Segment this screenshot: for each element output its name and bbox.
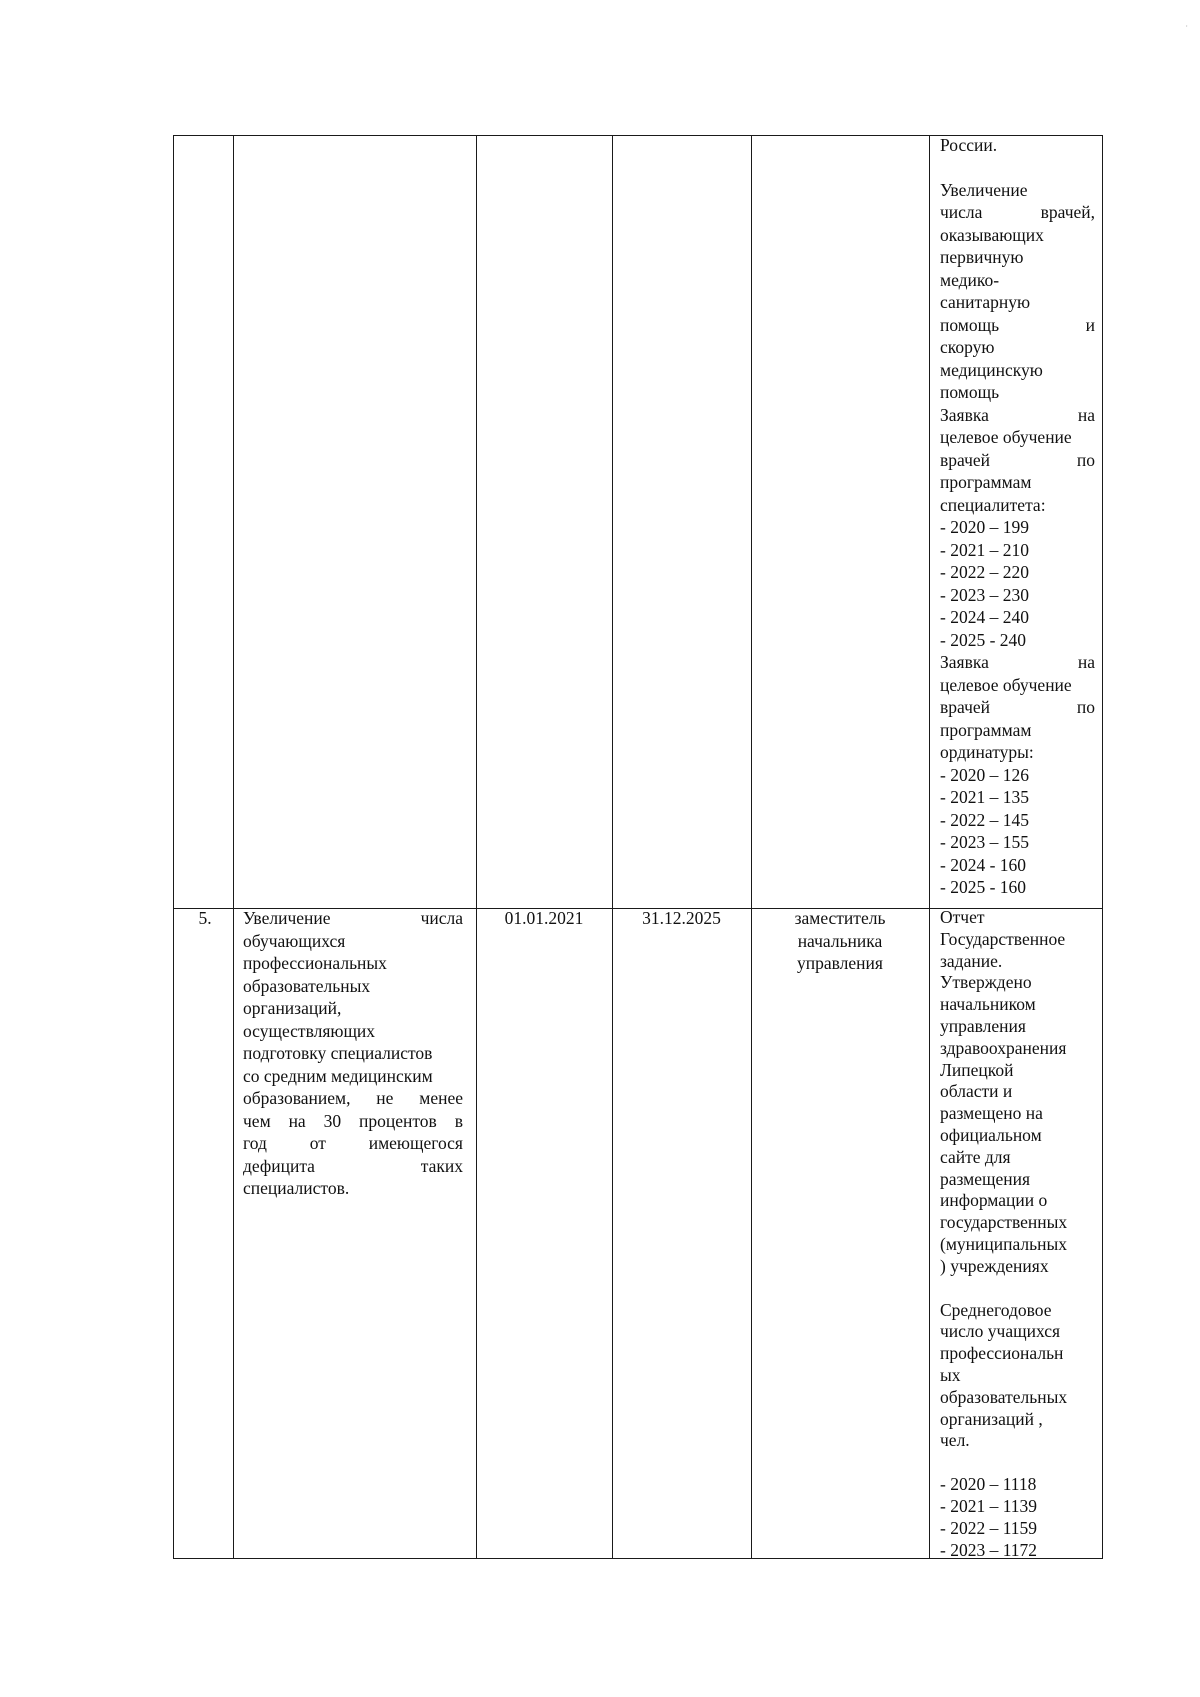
text-line: Отчет	[940, 907, 985, 927]
text-line: профессиональных	[243, 953, 387, 973]
blank-line	[940, 157, 1095, 179]
text-line: специалитета:	[940, 494, 1046, 515]
text-line: - 2022 – 145	[940, 809, 1029, 830]
text-line: - 2020 – 126	[940, 764, 1029, 785]
row5-name-cell	[243, 907, 463, 1200]
text-line: врачей по	[940, 449, 1095, 470]
text-line: врачей по	[940, 697, 1095, 717]
text-line: России.	[940, 135, 998, 155]
text-line: число учащихся	[940, 1321, 1061, 1342]
text-line: государственных	[940, 1212, 1068, 1233]
blank-line	[940, 1452, 1095, 1474]
text-line: начальником	[940, 994, 1036, 1015]
row5-responsible-cell	[753, 907, 927, 975]
text-line: - 2020 – 199	[940, 517, 1029, 537]
text-line: образовательных	[940, 1386, 1068, 1407]
text-line: профессиональн	[940, 1343, 1064, 1364]
text-line: - 2023 – 1172	[940, 1539, 1038, 1560]
text-line: санитарную	[940, 292, 1031, 312]
text-line: организаций,	[243, 998, 342, 1018]
text-line: - 2024 - 160	[940, 854, 1027, 875]
text-line: Среднегодовое	[940, 1299, 1052, 1320]
text-line: первичную	[940, 247, 1024, 267]
text-line: помощь	[940, 382, 1000, 402]
text-line: Заявка на	[940, 404, 1095, 425]
text-line: оказывающих	[940, 224, 1044, 245]
row5-result-cell	[940, 907, 1095, 1561]
row5-number: 5.	[198, 908, 212, 928]
text-line: Увеличение числа	[243, 908, 463, 928]
text-line: управления	[940, 1015, 1026, 1036]
text-line: размещения	[940, 1168, 1031, 1189]
text-line: целевое обучение	[940, 427, 1072, 447]
text-line: области и	[940, 1081, 1013, 1102]
column-divider-3	[612, 135, 613, 1559]
text-line: - 2024 – 240	[940, 607, 1029, 627]
text-line: - 2023 – 155	[940, 832, 1029, 852]
text-line: осуществляющих	[243, 1020, 376, 1041]
text-line: медико-	[940, 269, 1000, 290]
text-line: заместитель	[794, 908, 886, 928]
text-line: - 2021 – 210	[940, 539, 1029, 560]
text-line: образованием, не менее	[243, 1088, 463, 1108]
column-divider-1	[233, 135, 234, 1559]
text-line: программам	[940, 472, 1032, 492]
text-line: - 2025 - 160	[940, 877, 1027, 897]
text-line: - 2022 – 1159	[940, 1517, 1038, 1538]
text-line: управления	[797, 953, 883, 973]
text-line: обучающихся	[243, 930, 346, 951]
text-line: ординатуры:	[940, 742, 1034, 762]
text-line: скорую	[940, 337, 995, 357]
text-line: (муниципальных	[940, 1233, 1067, 1254]
text-line: Липецкой	[940, 1059, 1014, 1080]
text-line: организаций ,	[940, 1408, 1043, 1429]
column-divider-4	[751, 135, 752, 1559]
text-line: чем на 30 процентов в	[243, 1110, 463, 1131]
row5-start-date: 01.01.2021	[504, 908, 584, 928]
text-line: год от имеющегося	[243, 1133, 463, 1153]
text-line: сайте для	[940, 1146, 1011, 1167]
text-line: числа врачей,	[940, 202, 1095, 222]
text-line: Государственное	[940, 928, 1066, 949]
text-line: программам	[940, 719, 1032, 740]
text-line: - 2020 – 1118	[940, 1474, 1037, 1495]
text-line: чел.	[940, 1430, 970, 1451]
text-line: начальника	[797, 930, 883, 951]
text-line: Утверждено	[940, 972, 1032, 993]
text-line: специалистов.	[243, 1178, 350, 1198]
text-line: со средним медицинским	[243, 1065, 433, 1086]
text-line: медицинскую	[940, 359, 1043, 380]
text-line: ых	[940, 1364, 961, 1385]
text-line: - 2021 – 135	[940, 787, 1029, 807]
text-line: образовательных	[243, 975, 371, 996]
text-line: дефицита таких	[243, 1155, 463, 1176]
text-line: Заявка на	[940, 652, 1095, 672]
text-line: размещено на	[940, 1103, 1043, 1124]
text-line: ) учреждениях	[940, 1255, 1049, 1276]
text-line: - 2022 – 220	[940, 562, 1029, 582]
text-line: Увеличение	[940, 179, 1028, 200]
row5-end-date: 31.12.2025	[642, 908, 721, 928]
text-line: - 2021 – 1139	[940, 1495, 1038, 1516]
column-divider-2	[476, 135, 477, 1559]
text-line: целевое обучение	[940, 674, 1072, 695]
text-line: здравоохранения	[940, 1037, 1067, 1058]
page-corner-mark: ·	[1185, 22, 1188, 31]
row4-result-cell	[940, 134, 1095, 899]
text-line: информации о	[940, 1190, 1048, 1211]
blank-line	[940, 1278, 1095, 1300]
column-divider-5	[929, 135, 930, 1559]
text-line: задание.	[940, 950, 1003, 971]
text-line: подготовку специалистов	[243, 1043, 433, 1063]
text-line: официальном	[940, 1124, 1042, 1145]
text-line: помощь и	[940, 314, 1095, 335]
text-line: - 2025 - 240	[940, 629, 1027, 650]
text-line: - 2023 – 230	[940, 584, 1029, 605]
